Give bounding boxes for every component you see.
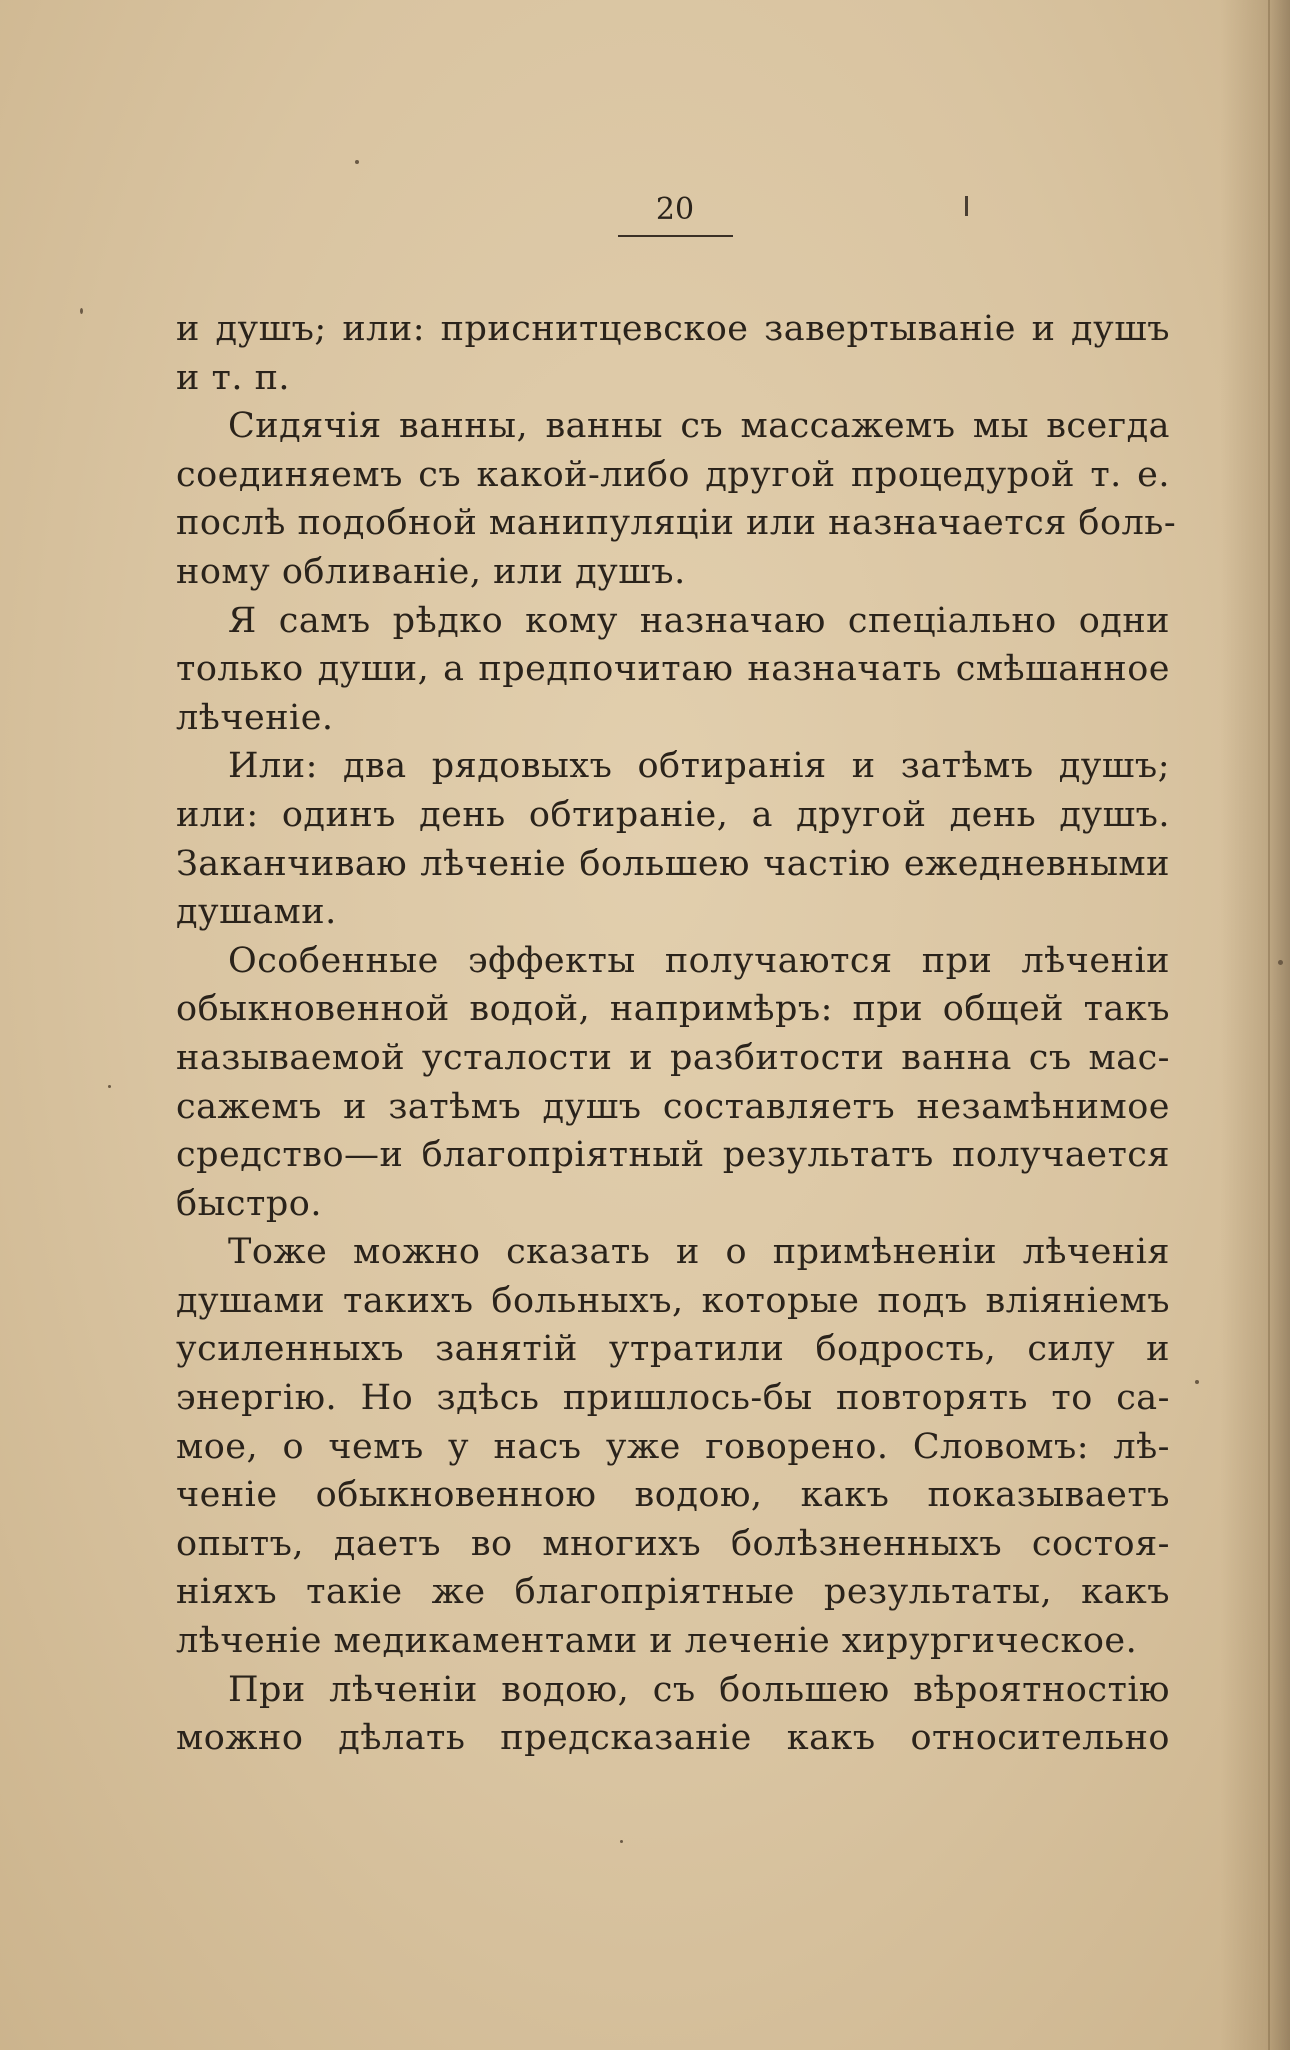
text-line: называемой усталости и разбитости ванна съ мас- xyxy=(176,1037,1170,1078)
text-line: опытъ, даетъ во многихъ болѣзненныхъ состоя- xyxy=(176,1523,1170,1564)
text-line: соединяемъ съ какой-либо другой процедурой т. е. xyxy=(176,454,1170,495)
paper-speck xyxy=(108,1085,111,1088)
text-line: только души, а предпочитаю назначать смѣшанное xyxy=(176,649,1170,690)
text-line: или: одинъ день обтираніе, а другой день душъ. xyxy=(176,794,1170,835)
text-line: душами. xyxy=(176,892,337,933)
text-line: Я самъ рѣдко кому назначаю спеціально одни xyxy=(228,600,1170,641)
text-line: Заканчиваю лѣченіе большею частію ежедневными xyxy=(176,843,1170,884)
text-line: средство—и благопріятный результатъ получается xyxy=(176,1135,1170,1176)
page-edge-shadow xyxy=(1220,0,1290,2050)
page-number-rule xyxy=(618,235,733,237)
page-edge-line xyxy=(1268,0,1270,2050)
text-line: мое, о чемъ у насъ уже говорено. Словомъ: лѣ- xyxy=(176,1426,1170,1467)
text-line: ніяхъ такіе же благопріятные результаты, какъ xyxy=(176,1572,1170,1613)
paper-speck xyxy=(1278,960,1283,965)
text-line: лѣченіе медикаментами и леченіе хирургическое. xyxy=(176,1621,1138,1662)
text-line: быстро. xyxy=(176,1183,322,1224)
text-line: и душъ; или: приснитцевское завертываніе и душъ xyxy=(176,309,1170,349)
text-line: энергію. Но здѣсь пришлось-бы повторять то са- xyxy=(176,1378,1170,1419)
text-line: Тоже можно сказать и о примѣненіи лѣченія xyxy=(228,1232,1170,1273)
page-number: 20 xyxy=(655,192,695,227)
body-text xyxy=(176,305,1177,1763)
text-line: душами такихъ больныхъ, которые подъ вліяніемъ xyxy=(176,1280,1170,1321)
text-line: сажемъ и затѣмъ душъ составляетъ незамѣнимое xyxy=(176,1086,1170,1127)
text-line: Сидячія ванны, ванны съ массажемъ мы всегда xyxy=(228,406,1170,447)
text-line: можно дѣлать предсказаніе какъ относительно xyxy=(176,1718,1170,1759)
printer-tick-mark xyxy=(965,196,968,216)
text-line: лѣченіе. xyxy=(176,697,334,738)
text-line: усиленныхъ занятій утратили бодрость, силу и xyxy=(176,1329,1170,1370)
paper-speck xyxy=(80,308,83,314)
text-line: и т. п. xyxy=(176,357,291,398)
text-line: При лѣченіи водою, съ большею вѣроятностію xyxy=(228,1669,1170,1710)
text-line: Особенные эффекты получаются при лѣченіи xyxy=(228,940,1170,981)
text-line: обыкновенной водой, напримѣръ: при общей такъ xyxy=(176,989,1170,1030)
text-line: послѣ подобной манипуляціи или назначается боль- xyxy=(176,503,1177,544)
paper-speck xyxy=(620,1840,623,1843)
text-line: Или: два рядовыхъ обтиранія и затѣмъ душъ; xyxy=(228,746,1170,787)
text-line: ному обливаніе, или душъ. xyxy=(176,551,686,592)
paper-speck xyxy=(355,160,359,164)
text-line: ченіе обыкновенною водою, какъ показываетъ xyxy=(176,1475,1170,1516)
paper-speck xyxy=(1195,1380,1199,1384)
